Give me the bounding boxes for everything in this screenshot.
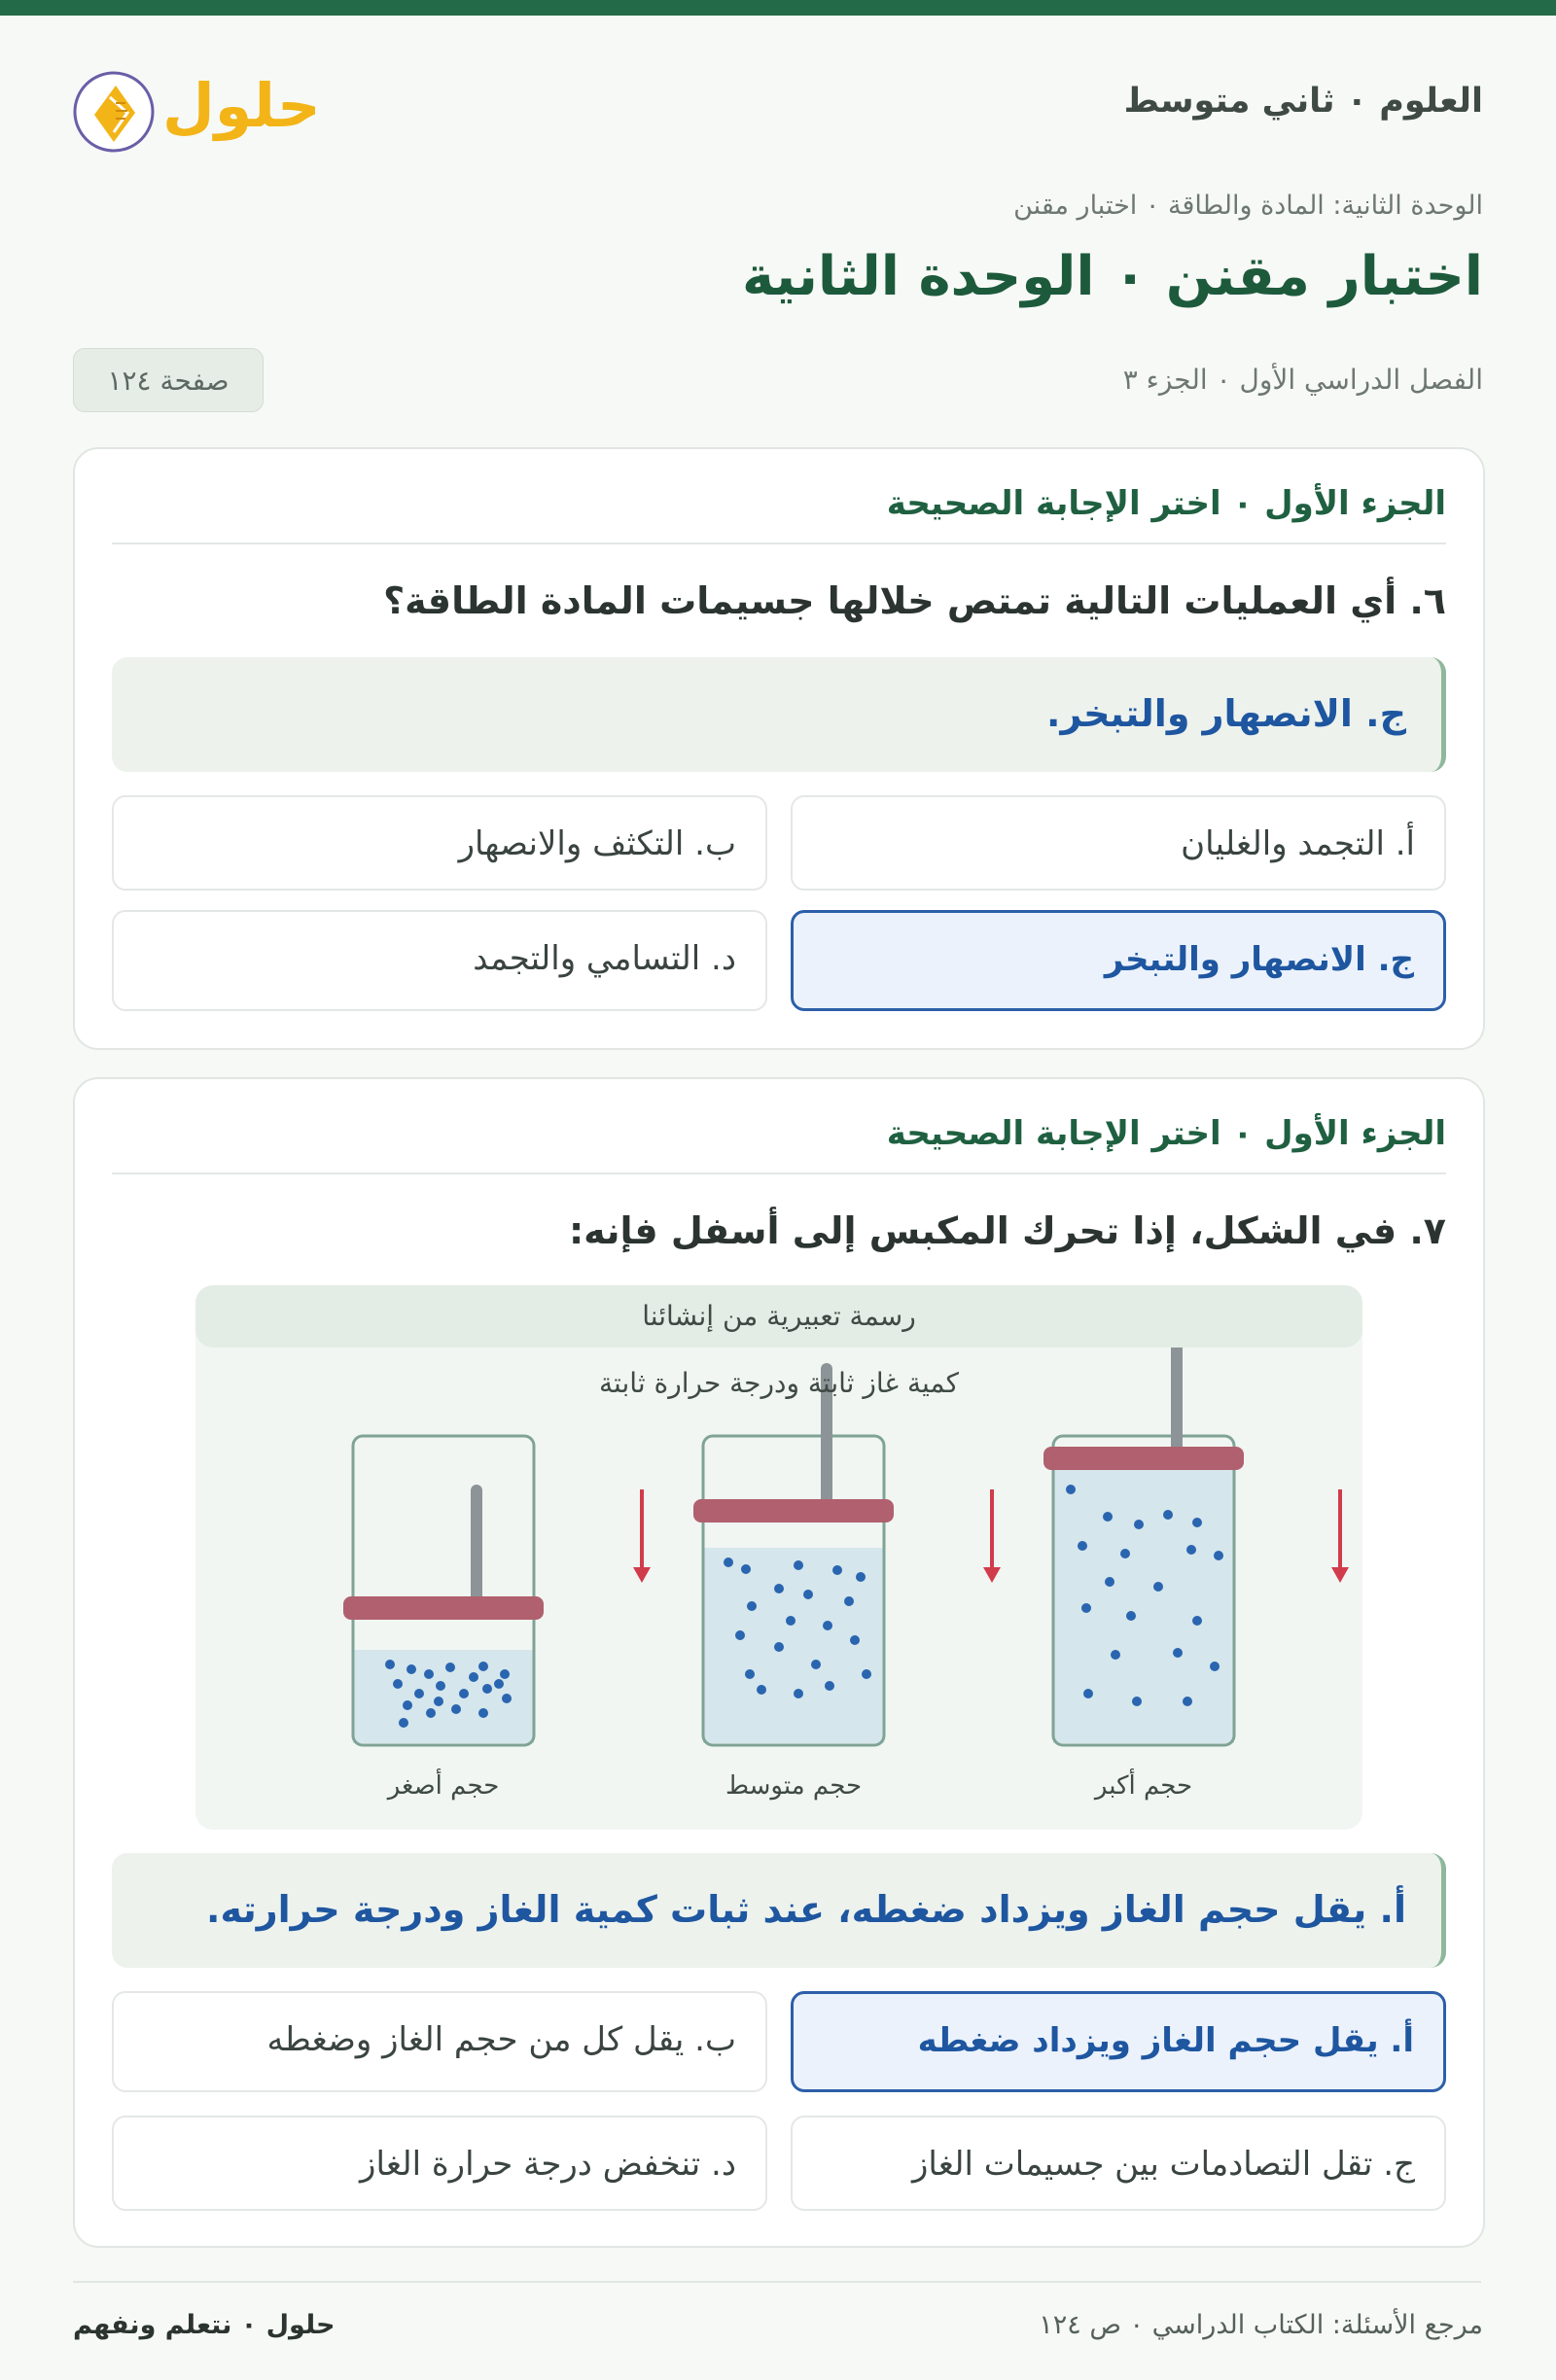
cylinder-label-medium: حجم متوسط: [725, 1771, 863, 1801]
figure-caption: كمية غاز ثابتة ودرجة حرارة ثابتة: [599, 1367, 959, 1399]
option-a[interactable]: [791, 795, 1446, 891]
option-c-label: ج. تقل التصادمات بين جسيمات الغاز: [911, 2145, 1415, 2184]
page-title: اختبار مقنن ٠ الوحدة الثانية: [742, 245, 1483, 308]
option-d-label: د. تنخفض درجة حرارة الغاز: [360, 2145, 736, 2184]
question-card-6: [73, 447, 1485, 1050]
option-c-selected[interactable]: [791, 910, 1446, 1011]
option-b[interactable]: [112, 795, 767, 891]
breadcrumb: الوحدة الثانية: المادة والطاقة ٠ اختبار مقنن: [1013, 191, 1483, 221]
section-title: الجزء الأول ٠ اختر الإجابة الصحيحة: [886, 1114, 1446, 1153]
figure-note: رسمة تعبيرية من إنشائنا: [195, 1285, 1362, 1348]
answer-text: ج. الانصهار والتبخر.: [1046, 692, 1406, 735]
section-title: الجزء الأول ٠ اختر الإجابة الصحيحة: [886, 484, 1446, 523]
cylinder-small: [343, 1436, 651, 1745]
option-b[interactable]: [112, 1991, 767, 2092]
cylinder-large: [1043, 1339, 1349, 1745]
piston-figure: [195, 1285, 1362, 1830]
option-a-label: أ. التجمد والغليان: [1181, 824, 1415, 863]
question-text: ٦. أي العمليات التالية تمتص خلالها جسيمات المادة الطاقة؟: [383, 579, 1446, 622]
option-d[interactable]: [112, 2116, 767, 2211]
footer-reference: مرجع الأسئلة: الكتاب الدراسي ٠ ص ١٢٤: [1039, 2310, 1483, 2340]
option-c-label: ج. الانصهار والتبخر: [1104, 940, 1414, 979]
cylinder-medium: [693, 1363, 1001, 1745]
footer-divider: [73, 2281, 1481, 2283]
option-a-label: أ. يقل حجم الغاز ويزداد ضغطه: [917, 2021, 1414, 2060]
option-b-label: ب. التكثف والانصهار: [458, 824, 736, 863]
option-b-label: ب. يقل كل من حجم الغاز وضغطه: [266, 2020, 736, 2059]
question-text: ٧. في الشكل، إذا تحرك المكبس إلى أسفل فإنه:: [568, 1209, 1446, 1252]
answer-text: أ. يقل حجم الغاز ويزداد ضغطه، عند ثبات كمية الغاز ودرجة حرارته.: [206, 1888, 1406, 1931]
answer-box: [112, 1853, 1446, 1968]
section-header: [112, 484, 1446, 544]
question-card-7: [73, 1077, 1485, 2248]
option-a-selected[interactable]: [791, 1991, 1446, 2092]
subject-label: العلوم ٠ ثاني متوسط: [1123, 82, 1483, 121]
option-c[interactable]: [791, 2116, 1446, 2211]
section-header: [112, 1114, 1446, 1174]
page-header: [73, 68, 1483, 150]
top-accent-bar: [0, 0, 1556, 16]
cylinder-label-large: حجم أكبر: [1094, 1771, 1193, 1801]
page-number-badge: صفحة ١٢٤: [73, 348, 264, 412]
logo-wordmark: حلول: [162, 70, 321, 141]
option-d[interactable]: [112, 910, 767, 1011]
answer-box: [112, 657, 1446, 772]
brand-logo[interactable]: [73, 68, 326, 156]
cylinder-label-small: حجم أصغر: [387, 1771, 500, 1801]
footer-brand: حلول ٠ نتعلم ونفهم: [73, 2310, 336, 2340]
option-d-label: د. التسامي والتجمد: [473, 939, 736, 978]
semester-info: الفصل الدراسي الأول ٠ الجزء ٣: [1122, 364, 1483, 396]
